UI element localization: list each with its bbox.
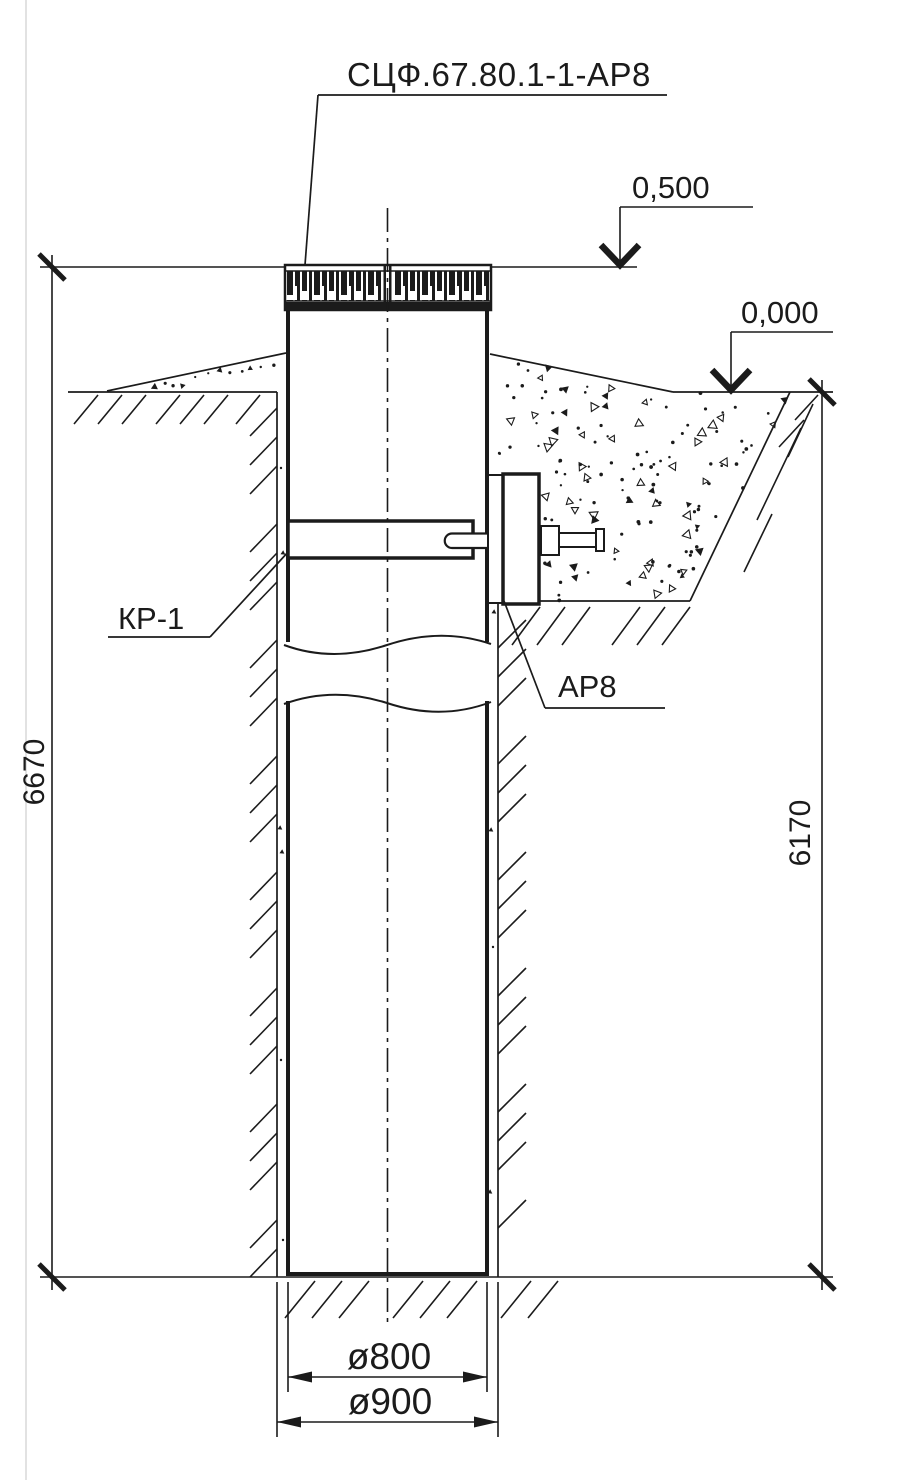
arrow-right-icon — [463, 1372, 487, 1383]
reference-lines — [40, 267, 833, 1277]
dim-6670-label: 6670 — [18, 738, 51, 806]
label-kr1 — [108, 551, 289, 637]
ground-surface — [68, 353, 833, 601]
cap-grill-right — [393, 271, 489, 301]
dia800-label: ø800 — [346, 1336, 432, 1377]
clamp-rod — [445, 534, 492, 549]
title-leader-line — [305, 95, 318, 265]
dimension-6670 — [18, 254, 65, 1290]
label-ap8 — [504, 601, 665, 708]
plate-body — [503, 474, 539, 604]
anchor-label: АР8 — [558, 669, 617, 704]
anchor-bolt — [539, 526, 604, 555]
plate-spacer — [488, 475, 503, 603]
bolt-end — [596, 529, 604, 551]
arrow-left-icon — [288, 1372, 312, 1383]
cap-grill-left — [287, 271, 383, 301]
dimension-6170 — [784, 379, 835, 1290]
clamp-kr1 — [288, 521, 492, 558]
dia900-label: ø900 — [347, 1381, 433, 1422]
cap-center-divider-left — [384, 266, 387, 309]
backfill-slope-left — [107, 353, 286, 391]
elevation-0000-label: 0,000 — [741, 295, 819, 330]
elevation-mark-0000 — [712, 295, 833, 390]
elevation-mark-0500 — [601, 170, 753, 265]
label-title — [305, 56, 667, 265]
dim-6170-label: 6170 — [784, 799, 817, 867]
cap-center-divider-right — [389, 266, 392, 309]
arrow-right-icon — [474, 1417, 498, 1428]
backfill-slope-right — [490, 354, 673, 392]
elevation-0500-label: 0,500 — [632, 170, 710, 205]
excavation-slope — [690, 392, 790, 601]
title-label: СЦФ.67.80.1-1-АР8 — [347, 56, 651, 93]
arrow-left-icon — [277, 1417, 301, 1428]
ap8-leader-line — [504, 601, 545, 708]
clamp-label: КР-1 — [118, 601, 185, 636]
concrete-backfill-stipple — [151, 362, 789, 1241]
bolt-nut — [541, 526, 559, 555]
